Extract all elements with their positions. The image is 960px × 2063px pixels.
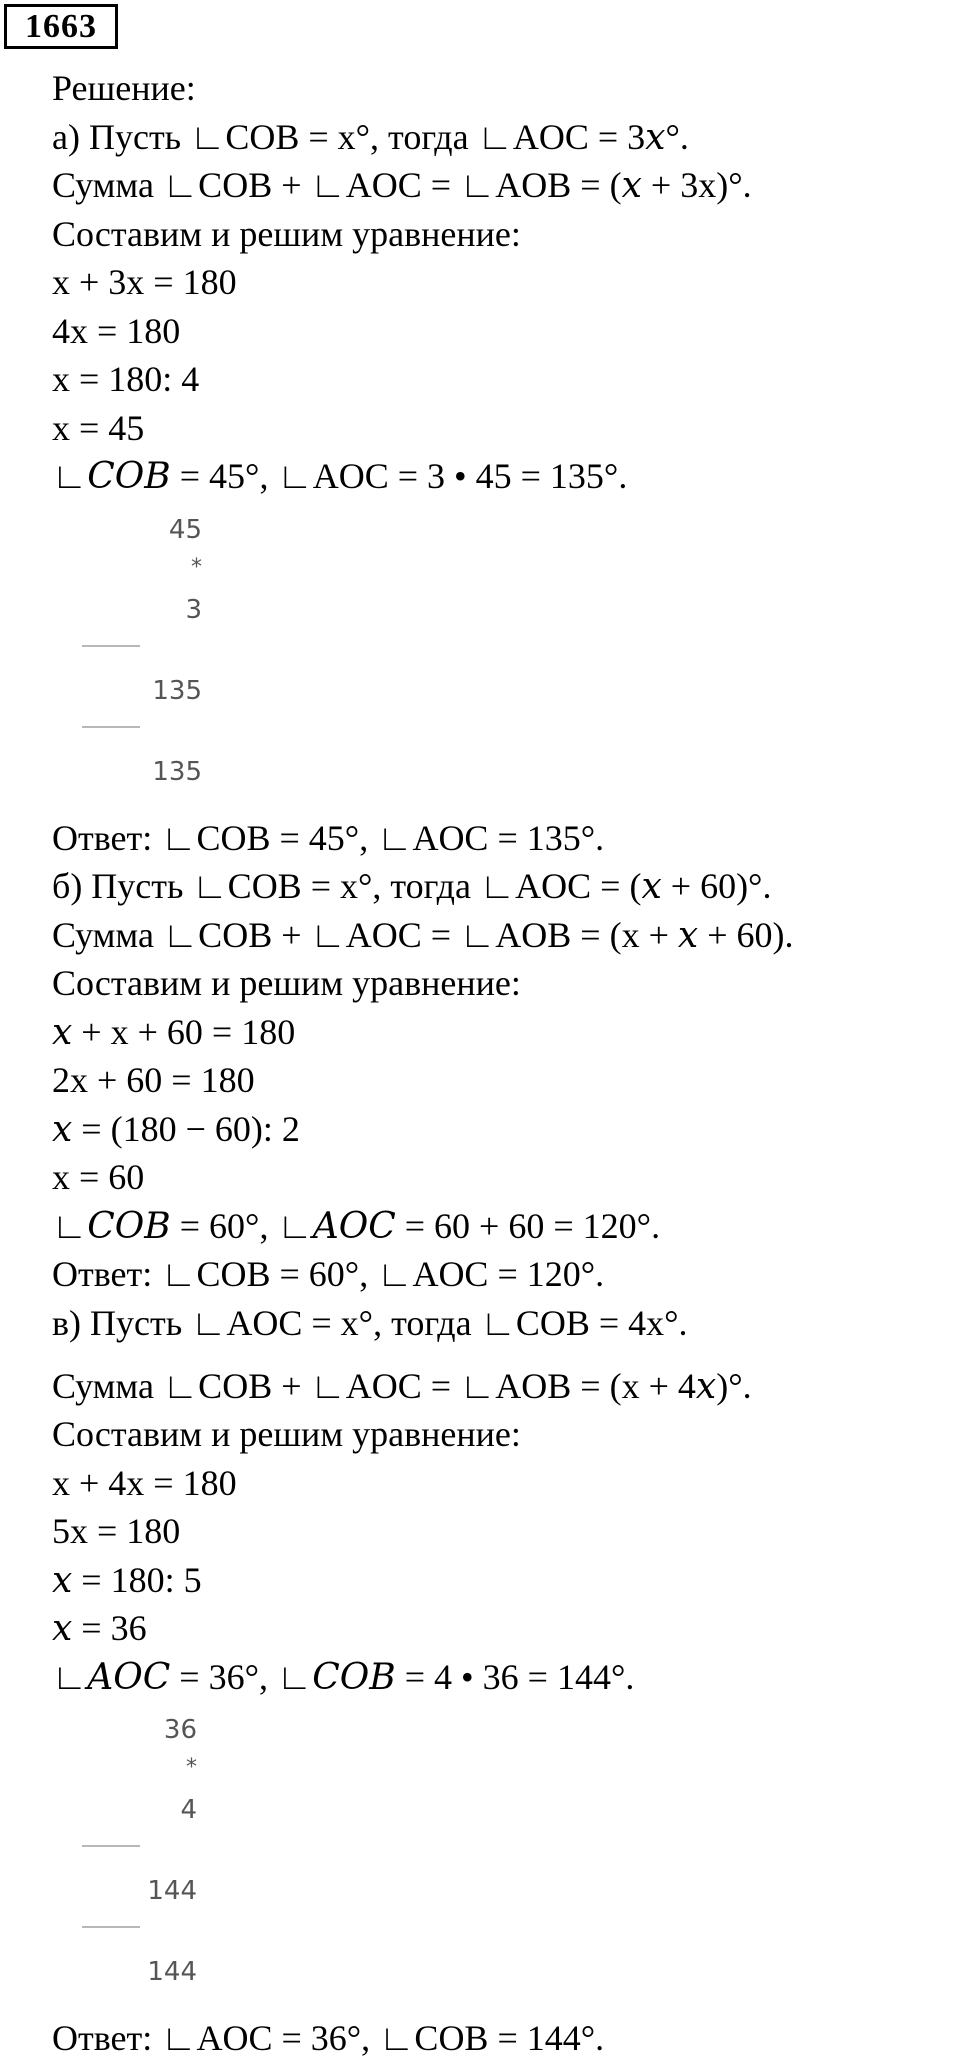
partial-product: 135 <box>152 675 202 706</box>
part-a-line-6: x = 180: 4 <box>52 359 200 399</box>
calc-rule <box>82 726 140 728</box>
part-b-answer: Ответ: ∟COB = 60°, ∟AOC = 120°. <box>52 1254 605 1294</box>
part-c-line-8: ∟𝐴𝑂𝐶 = 36°, ∟𝐶𝑂𝐵 = 4 • 36 = 144°. <box>52 1656 635 1697</box>
part-b-line-4: 𝑥 + x + 60 = 180 <box>52 1011 296 1052</box>
part-a-line-1: а) Пусть ∟COB = x°, тогда ∟AOC = 3𝑥°. <box>52 116 689 157</box>
multiplier: 3 <box>185 594 202 625</box>
part-b-line-6: 𝑥 = (180 − 60): 2 <box>52 1108 300 1149</box>
partial-product: 144 <box>147 1876 197 1906</box>
part-a-line-5: 4x = 180 <box>52 310 181 351</box>
part-c-line-1: в) Пусть ∟AOC = x°, тогда ∟COB = 4x°. <box>52 1302 688 1343</box>
multiplier: 4 <box>180 1795 197 1825</box>
multiply-sign: * <box>186 1755 197 1780</box>
part-c-line-5: 5x = 180 <box>52 1511 181 1551</box>
part-a-line-3: Составим и решим уравнение: <box>52 213 521 254</box>
solution-heading: Решение: <box>52 68 196 108</box>
part-c-line-6: 𝑥 = 180: 5 <box>52 1559 202 1600</box>
calc-rule <box>82 1926 140 1928</box>
part-c-line-2: Сумма ∟COB + ∟AOC = ∟AOB = (x + 4𝑥)°. <box>52 1365 752 1406</box>
part-b-line-7: x = 60 <box>52 1157 145 1197</box>
multiplicand: 36 <box>163 1715 197 1745</box>
multiplication-column-a <box>82 501 202 814</box>
part-c-line-3: Составим и решим уравнение: <box>52 1414 521 1454</box>
multiplication-column-c <box>82 1701 197 2014</box>
multiply-sign: * <box>191 554 202 580</box>
problem-number: 1663 <box>4 4 118 49</box>
calc-rule <box>82 645 140 647</box>
solution-text <box>52 64 952 2063</box>
part-a-line-4: x + 3x = 180 <box>52 262 237 302</box>
part-b-line-5: 2x + 60 = 180 <box>52 1060 255 1100</box>
part-a-answer: Ответ: ∟COB = 45°, ∟AOC = 135°. <box>52 817 605 858</box>
multiplicand: 45 <box>168 514 202 545</box>
part-a-line-8: ∟𝐶𝑂𝐵 = 45°, ∟AOC = 3 • 45 = 135°. <box>52 456 628 496</box>
part-b-line-1: б) Пусть ∟COB = x°, тогда ∟AOC = (𝑥 + 60)°. <box>52 866 772 906</box>
part-c-answer: Ответ: ∟AOC = 36°, ∟COB = 144°. <box>52 2018 605 2058</box>
part-b-line-3: Составим и решим уравнение: <box>52 963 521 1003</box>
product: 144 <box>147 1957 197 1987</box>
part-a-line-2: Сумма ∟COB + ∟AOC = ∟AOB = (𝑥 + 3x)°. <box>52 165 752 205</box>
product: 135 <box>152 756 202 787</box>
calc-rule <box>82 1845 140 1847</box>
part-b-line-8: ∟𝐶𝑂𝐵 = 60°, ∟𝐴𝑂𝐶 = 60 + 60 = 120°. <box>52 1205 661 1246</box>
part-c-line-4: x + 4x = 180 <box>52 1462 237 1503</box>
part-a-line-7: x = 45 <box>52 407 145 448</box>
part-b-line-2: Сумма ∟COB + ∟AOC = ∟AOB = (x + 𝑥 + 60). <box>52 914 794 955</box>
part-c-line-7: 𝑥 = 36 <box>52 1608 147 1648</box>
